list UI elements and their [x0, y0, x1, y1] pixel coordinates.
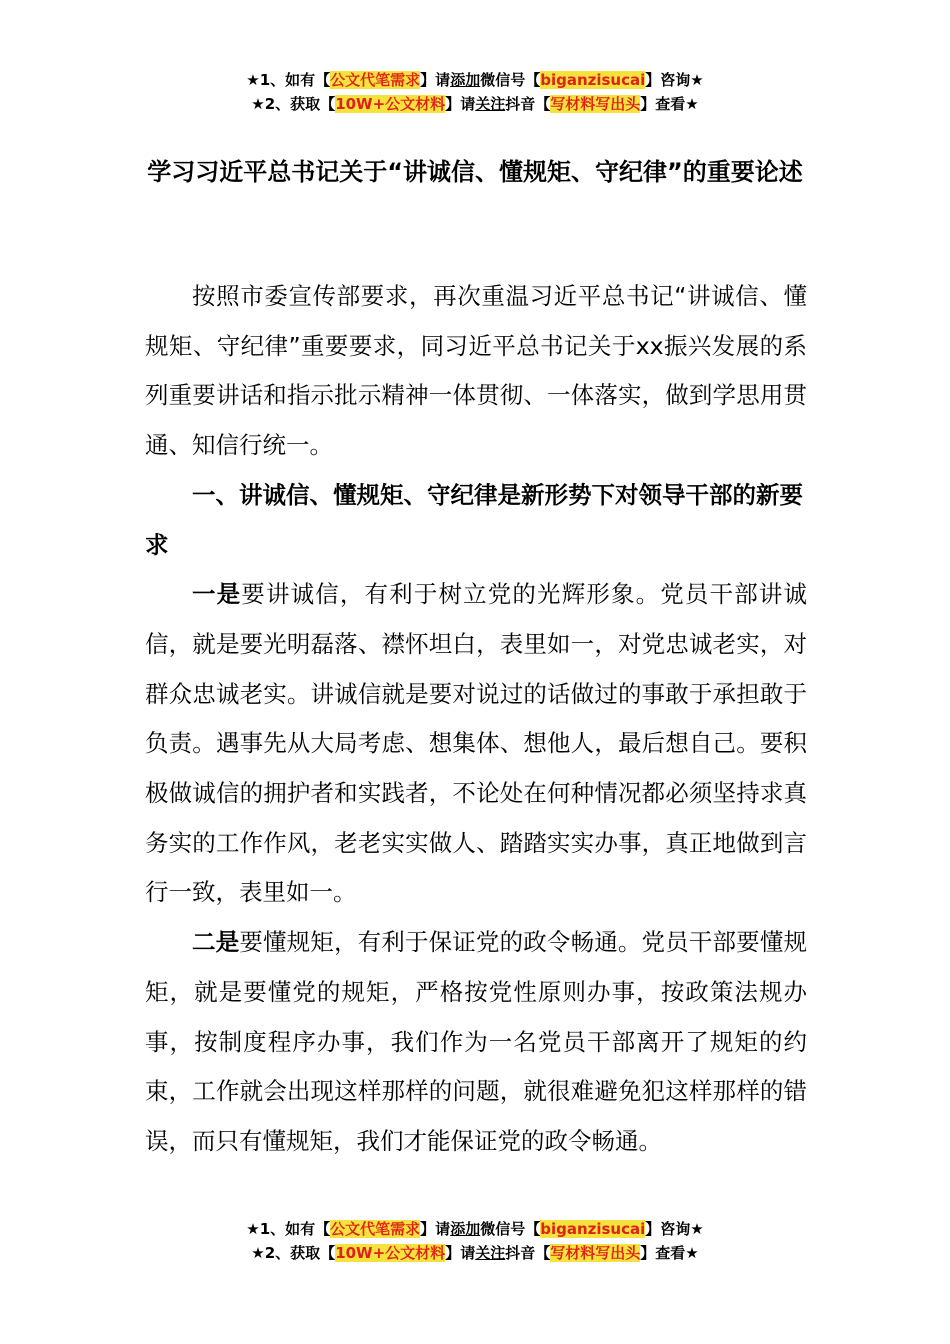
paragraph-text: 要懂规矩，有利于保证党的政令畅通。党员干部要懂规矩，就是要懂党的规矩，严格按党性原则办事，按政策法规办事，按制度程序办事，我们作为一名党员干部离开了规矩的约束，工作就会出现这样那样的问题，就很难避免犯这样那样的错误，而只有懂规矩，我们才能保证党的政令畅通。	[145, 928, 808, 1155]
banner-wechat-id: biganzisucai	[540, 1220, 646, 1238]
banner-highlight: 公文代笔需求	[330, 71, 421, 89]
banner-wechat-id: biganzisucai	[540, 71, 646, 89]
footer-banner	[0, 1217, 950, 1265]
paragraph-2	[145, 918, 807, 1167]
banner-text: 】查看★	[640, 1244, 699, 1262]
banner-text: ★2、获取【	[251, 1244, 336, 1262]
header-banner	[0, 68, 950, 116]
banner-douyin-id: 写材料写出头	[550, 95, 641, 113]
banner-underlined: 关注	[475, 1244, 506, 1262]
banner-highlight: 公文代笔需求	[330, 1220, 421, 1238]
banner-text: 微信号【	[480, 71, 541, 89]
banner-text: ★2、获取【	[251, 95, 336, 113]
banner-underlined: 添加	[450, 71, 481, 89]
banner-underlined: 添加	[450, 1220, 481, 1238]
banner-text: 】请	[445, 1244, 476, 1262]
section-heading-1: 一、讲诚信、懂规矩、守纪律是新形势下对领导干部的新要求	[145, 480, 803, 559]
banner-text: 】请	[420, 1220, 451, 1238]
banner-highlight: 10W+公文材料	[335, 1244, 446, 1262]
banner-line-2	[0, 1241, 950, 1265]
banner-text: 】请	[420, 71, 451, 89]
paragraph-lead: 一是	[192, 580, 242, 609]
banner-line-1	[0, 68, 950, 92]
document-body	[145, 272, 807, 1167]
paragraph-1	[145, 570, 807, 918]
banner-line-1	[0, 1217, 950, 1241]
banner-text: 】请	[445, 95, 476, 113]
paragraph-lead: 二是	[192, 928, 240, 957]
banner-text: 抖音【	[505, 95, 551, 113]
banner-underlined: 关注	[475, 95, 506, 113]
banner-text: 】咨询★	[645, 1220, 704, 1238]
banner-text: 微信号【	[480, 1220, 541, 1238]
intro-paragraph: 按照市委宣传部要求，再次重温习近平总书记“讲诚信、懂规矩、守纪律”重要要求，同习近平总书记关于xx振兴发展的系列重要讲话和指示批示精神一体贯彻、一体落实，做到学思用贯通、知信行统一。	[145, 282, 807, 460]
banner-highlight: 10W+公文材料	[335, 95, 446, 113]
banner-text: ★1、如有【	[246, 71, 331, 89]
banner-line-2	[0, 92, 950, 116]
banner-text: 】咨询★	[645, 71, 704, 89]
banner-text: 抖音【	[505, 1244, 551, 1262]
paragraph-text: 要讲诚信，有利于树立党的光辉形象。党员干部讲诚信，就是要光明磊落、襟怀坦白，表里如一，对党忠诚老实，对群众忠诚老实。讲诚信就是要对说过的话做过的事敢于承担敢于负责。遇事先从大局考虑、想集体、想他人，最后想自己。要积极做诚信的拥护者和实践者，不论处在何种情况都必须坚持求真务实的工作作风，老老实实做人、踏踏实实办事，真正地做到言行一致，表里如一。	[145, 580, 808, 907]
document-title: 学习习近平总书记关于“讲诚信、懂规矩、守纪律”的重要论述	[147, 158, 803, 186]
banner-text: 】查看★	[640, 95, 699, 113]
banner-text: ★1、如有【	[246, 1220, 331, 1238]
banner-douyin-id: 写材料写出头	[550, 1244, 641, 1262]
